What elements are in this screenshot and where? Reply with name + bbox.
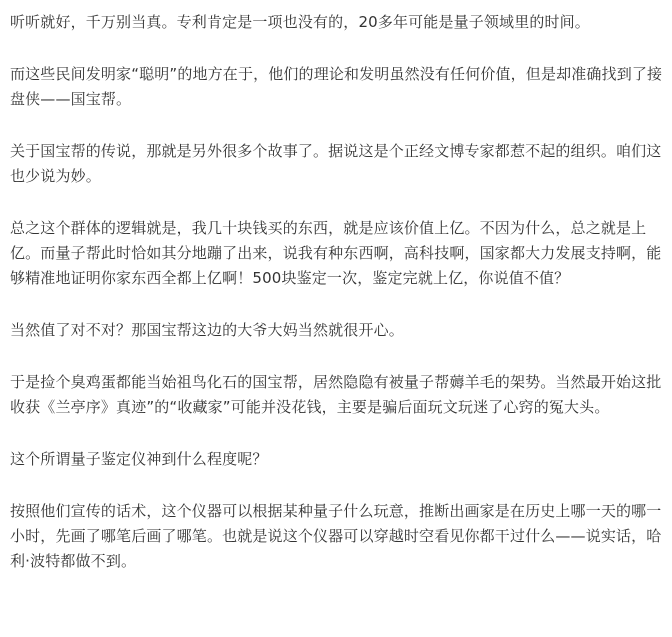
paragraph-2: 而这些民间发明家“聪明”的地方在于，他们的理论和发明虽然没有任何价值，但是却准确找到了接盘侠——国宝帮。 bbox=[10, 65, 663, 108]
paragraph-8: 按照他们宣传的话术，这个仪器可以根据某种量子什么玩意，推断出画家是在历史上哪一天的哪一小时，先画了哪笔后画了哪笔。也就是说这个仪器可以穿越时空看见你都干过什么——说实话，哈利·波特都做不到。 bbox=[10, 502, 662, 570]
paragraph-7: 这个所谓量子鉴定仪神到什么程度呢？ bbox=[10, 450, 268, 468]
paragraph-1: 听听就好，千万别当真。专利肯定是一项也没有的，20多年可能是量子领域里的时间。 bbox=[10, 13, 590, 31]
paragraph-6: 于是捡个臭鸡蛋都能当始祖鸟化石的国宝帮，居然隐隐有被量子帮薅羊毛的架势。当然最开始这批收获《兰亭序》真迹”的“收藏家”可能并没花钱，主要是骗后面玩文玩迷了心窍的冤大头。 bbox=[10, 373, 662, 416]
paragraph-4: 总之这个群体的逻辑就是，我几十块钱买的东西，就是应该价值上亿。不因为什么，总之就是上亿。而量子帮此时恰如其分地蹦了出来，说我有种东西啊，高科技啊，国家都大力发展支持啊，能够精准地证明你家东西全都上亿啊！500块鉴定一次，鉴定完就上亿，你说值不值？ bbox=[10, 219, 662, 287]
paragraph-3: 关于国宝帮的传说，那就是另外很多个故事了。据说这是个正经文博专家都惹不起的组织。咱们这也少说为妙。 bbox=[10, 142, 662, 185]
article-body bbox=[10, 10, 666, 601]
paragraph-5: 当然值了对不对？那国宝帮这边的大爷大妈当然就很开心。 bbox=[10, 321, 404, 339]
